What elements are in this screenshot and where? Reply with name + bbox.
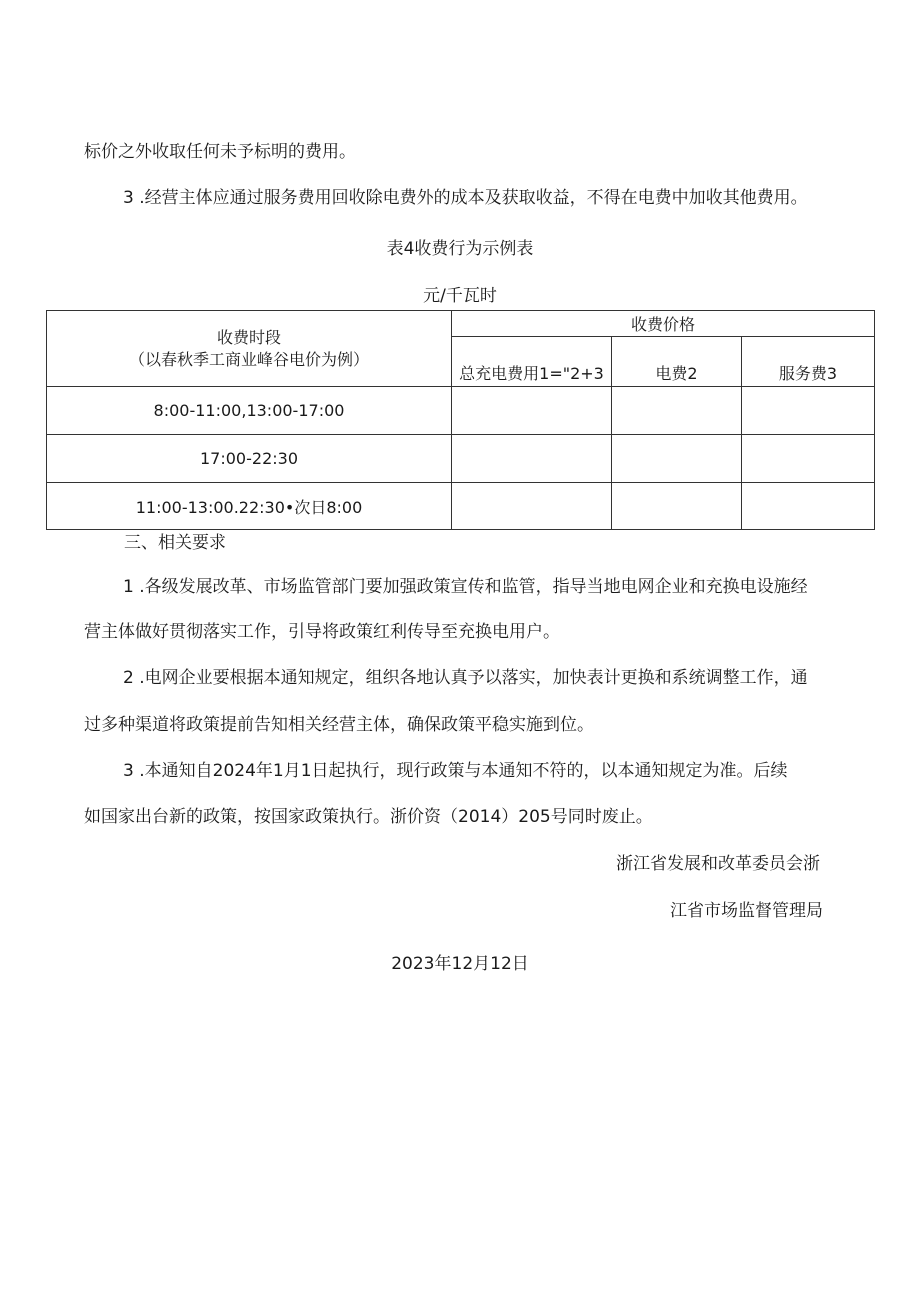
paragraph-1-line-1: 1 .各级发展改革、市场监管部门要加强政策宣传和监管，指导当地电网企业和充换电设施经: [123, 577, 808, 597]
service-fee-cell: [742, 387, 875, 435]
service-fee-cell: [742, 483, 875, 530]
signature-line-1: 浙江省发展和改革委员会浙: [616, 854, 820, 874]
electricity-fee-cell: [612, 387, 742, 435]
total-fee-header: 总充电费用1="2+3: [452, 337, 612, 387]
period-cell: 17:00-22:30: [47, 435, 452, 483]
paragraph-3-line-1: 3 .本通知自2024年1月1日起执行，现行政策与本通知不符的，以本通知规定为准。后续: [123, 761, 788, 781]
period-header: 收费时段: [216, 327, 281, 347]
total-fee-cell: [452, 387, 612, 435]
fee-table: [46, 310, 875, 530]
total-fee-cell: [452, 483, 612, 530]
period-header-cell: [47, 311, 452, 387]
table-row: [47, 387, 875, 435]
electricity-fee-cell: [612, 483, 742, 530]
paragraph-2-line-1: 2 .电网企业要根据本通知规定，组织各地认真予以落实，加快表计更换和系统调整工作，通: [123, 668, 808, 688]
period-header-note: （以春秋季工商业峰谷电价为例）: [128, 349, 369, 369]
price-header: 收费价格: [452, 311, 875, 337]
electricity-fee-cell: [612, 435, 742, 483]
total-fee-cell: [452, 435, 612, 483]
service-fee-header: 服务费3: [742, 337, 875, 387]
intro-line-1: 标价之外收取任何未予标明的费用。: [84, 142, 356, 162]
table-row: [47, 435, 875, 483]
electricity-fee-header: 电费2: [612, 337, 742, 387]
section-heading: 三、相关要求: [124, 533, 226, 553]
paragraph-2-line-2: 过多种渠道将政策提前告知相关经营主体，确保政策平稳实施到位。: [84, 715, 594, 735]
table-title: 表4收费行为示例表: [386, 239, 534, 259]
table-header-row: [47, 311, 875, 337]
paragraph-3-line-2: 如国家出台新的政策，按国家政策执行。浙价资（2014）205号同时废止。: [84, 807, 653, 827]
service-fee-cell: [742, 435, 875, 483]
signature-date: 2023年12月12日: [391, 954, 529, 974]
intro-line-2: 3 .经营主体应通过服务费用回收除电费外的成本及获取收益，不得在电费中加收其他费用。: [123, 188, 808, 208]
signature-line-2: 江省市场监督管理局: [670, 901, 823, 921]
table-row: [47, 483, 875, 530]
period-cell: 11:00-13:00.22:30•次日8:00: [47, 483, 452, 530]
paragraph-1-line-2: 营主体做好贯彻落实工作，引导将政策红利传导至充换电用户。: [84, 622, 560, 642]
period-cell: 8:00-11:00,13:00-17:00: [47, 387, 452, 435]
table-unit: 元/千瓦时: [423, 286, 497, 306]
